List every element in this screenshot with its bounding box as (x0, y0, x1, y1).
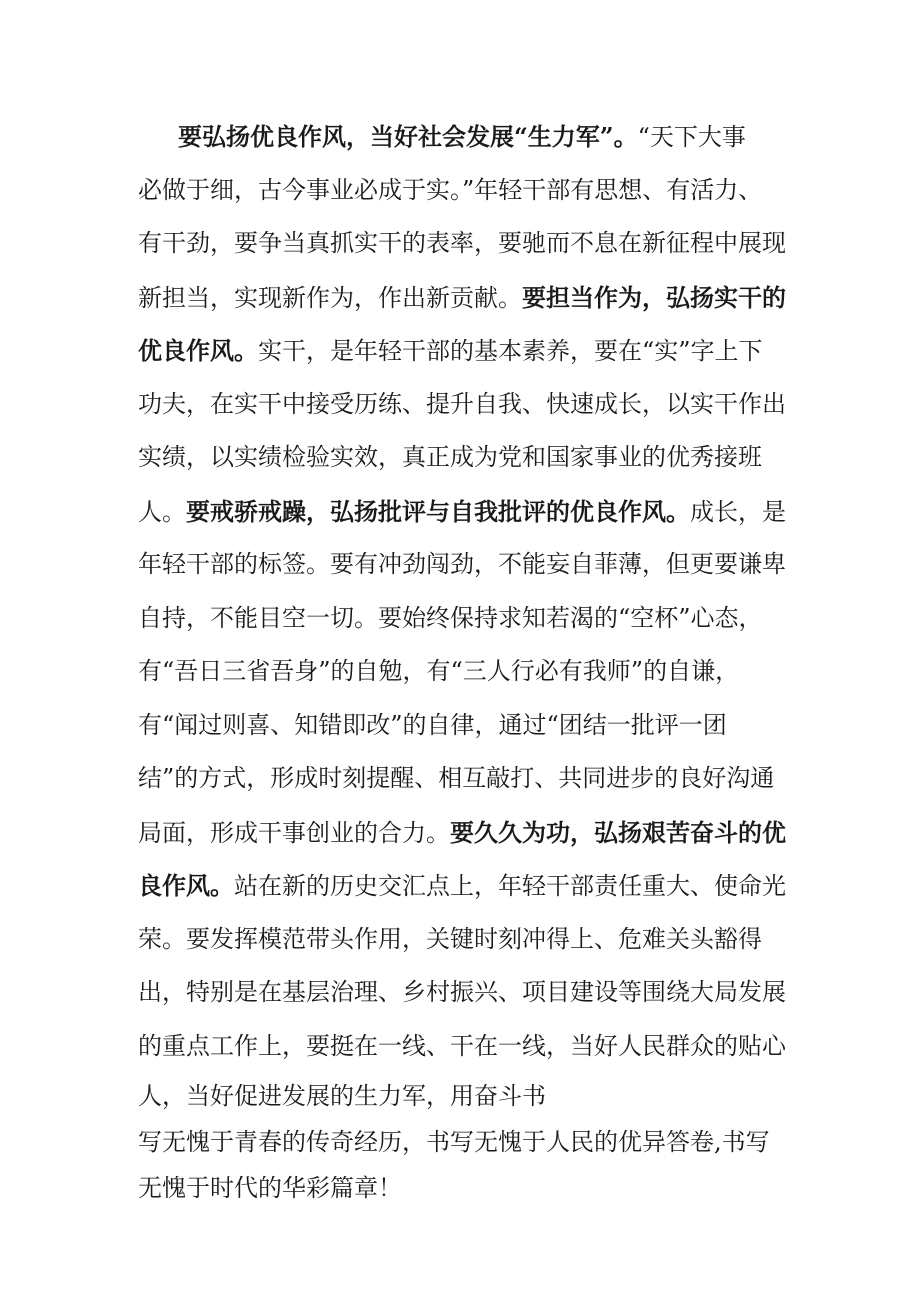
paragraph-line (138, 110, 778, 164)
body-text: 自持，不能目空一切。要始终保持求知若渴的“空杯”心态， (138, 603, 763, 632)
body-text: 人。 (138, 497, 186, 526)
body-text: 成长，是 (690, 497, 786, 526)
paragraph-line (138, 859, 786, 913)
body-text: 实干，是年轻干部的基本素养，要在“实”字上下 (258, 337, 763, 365)
body-text: 出，特别是在基层治理、乡村振兴、项目建设等围绕大局发展 (138, 978, 786, 1006)
bold-heading-text: 要久久为功，弘扬艰苦奋斗的优 (450, 817, 786, 847)
paragraph-line (138, 913, 778, 967)
paragraph-line (138, 645, 778, 699)
body-text: 结”的方式，形成时刻提醒、相互敲打、共同进步的良好沟通 (138, 764, 775, 792)
document-body (138, 110, 786, 1211)
paragraph-line (138, 538, 786, 592)
body-text: 人，当好促进发展的生力军，用奋斗书 (138, 1082, 546, 1110)
bold-heading-text: 要戒骄戒躁，弘扬批评与自我批评的优良作风。 (186, 496, 690, 526)
bold-heading-text: 要弘扬优良作风，当好社会发展“生力军”。 (178, 122, 638, 151)
paragraph-line (138, 1020, 786, 1074)
paragraph-line (138, 431, 778, 485)
bold-heading-text: 良作风。 (138, 871, 234, 900)
paragraph-line (138, 1165, 778, 1211)
paragraph-line (138, 485, 786, 539)
body-text: 的重点工作上，要挺在一线、干在一线，当好人民群众的贴心 (138, 1031, 786, 1060)
body-text: 局面，形成干事创业的合力。 (138, 818, 450, 847)
paragraph-line (138, 378, 786, 432)
body-text: 有“闻过则喜、知错即改”的自律，通过“团结一批评一团 (138, 710, 727, 739)
paragraph-line (138, 966, 786, 1020)
bold-heading-text: 优良作风。 (138, 336, 258, 365)
paragraph-line (138, 806, 786, 860)
body-text: 荣。要发挥模范带头作用，关键时刻冲得上、危难关头豁得 (138, 924, 762, 953)
bold-heading-text: 要担当作为，弘扬实干的 (522, 282, 786, 312)
paragraph-line (138, 271, 786, 325)
paragraph-line (138, 164, 778, 218)
paragraph-line (138, 752, 778, 806)
body-text: 站在新的历史交汇点上，年轻干部责任重大、使命光 (234, 872, 786, 900)
paragraph-line (138, 217, 786, 271)
body-text: 年轻干部的标签。要有冲劲闯劲，不能妄自菲薄，但更要谦卑 (138, 550, 786, 578)
body-text: 无愧于时代的华彩篇章！ (138, 1174, 402, 1202)
body-text: 实绩，以实绩检验实效，真正成为党和国家事业的优秀接班 (138, 443, 762, 471)
paragraph-line (138, 699, 778, 753)
body-text: 有干劲，要争当真抓实干的表率，要驰而不息在新征程中展现 (138, 229, 786, 257)
body-text: 功夫，在实干中接受历练、提升自我、快速成长，以实干作出 (138, 389, 786, 418)
body-text: 新担当，实现新作为，作出新贡献。 (138, 283, 522, 312)
paragraph-line (138, 324, 778, 378)
paragraph-line (138, 1119, 778, 1165)
body-text: “天下大事 (637, 123, 746, 151)
body-text: 必做于细，古今事业必成于实。”年轻干部有思想、有活力、 (138, 175, 763, 204)
body-text: 写无愧于青春的传奇经历，书写无愧于人民的优异答卷,书写 (138, 1128, 770, 1156)
paragraph-line (138, 592, 778, 646)
paragraph-line (138, 1073, 778, 1119)
body-text: 有“吾日三省吾身”的自勉，有“三人行必有我师”的自谦， (138, 657, 740, 685)
